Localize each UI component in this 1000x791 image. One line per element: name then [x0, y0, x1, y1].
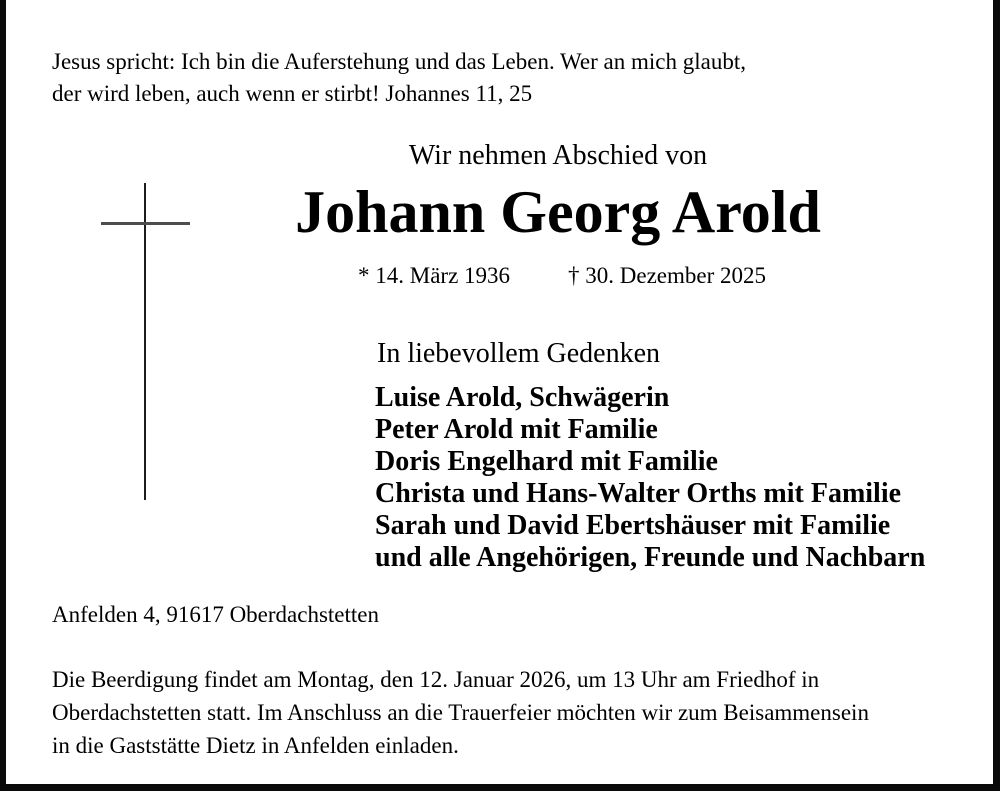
mourners-list	[375, 382, 925, 574]
mourner-line: Christa und Hans-Walter Orths mit Familie	[375, 478, 902, 509]
life-dates	[358, 264, 766, 287]
mourner-line: Doris Engelhard mit Familie	[375, 446, 718, 477]
clipping-border-right	[993, 0, 1000, 791]
mourner-line: Sarah und David Ebertshäuser mit Familie	[375, 510, 891, 541]
scripture-quote	[52, 46, 746, 110]
mourner-line: und alle Angehörigen, Freunde und Nachbarn	[375, 542, 926, 573]
clipping-border-bottom	[0, 784, 1000, 791]
birth-date: * 14. März 1936	[358, 263, 511, 288]
funeral-notice	[52, 663, 869, 762]
death-date: † 30. Dezember 2025	[568, 263, 767, 288]
cross-vertical-bar	[144, 183, 146, 500]
mourner-line: Peter Arold mit Familie	[375, 414, 658, 445]
funeral-notice-line: in die Gaststätte Dietz in Anfelden einladen.	[52, 733, 459, 758]
address-line: Anfelden 4, 91617 Oberdachstetten	[52, 602, 380, 627]
clipping-border-left	[0, 0, 6, 791]
memorial-heading: In liebevollem Gedenken	[377, 338, 661, 369]
deceased-name: Johann Georg Arold	[295, 179, 821, 245]
funeral-notice-line: Oberdachstetten statt. Im Anschluss an die Trauerfeier möchten wir zum Beisammensein	[52, 700, 869, 725]
scripture-line: Jesus spricht: Ich bin die Auferstehung und das Leben. Wer an mich glaubt,	[52, 49, 746, 74]
funeral-notice-line: Die Beerdigung findet am Montag, den 12. Januar 2026, um 13 Uhr am Friedhof in	[52, 667, 820, 692]
farewell-intro: Wir nehmen Abschied von	[408, 140, 708, 171]
cross-horizontal-bar	[101, 222, 190, 225]
scripture-line: der wird leben, auch wenn er stirbt! Johannes 11, 25	[52, 81, 533, 106]
mourner-line: Luise Arold, Schwägerin	[375, 382, 670, 413]
